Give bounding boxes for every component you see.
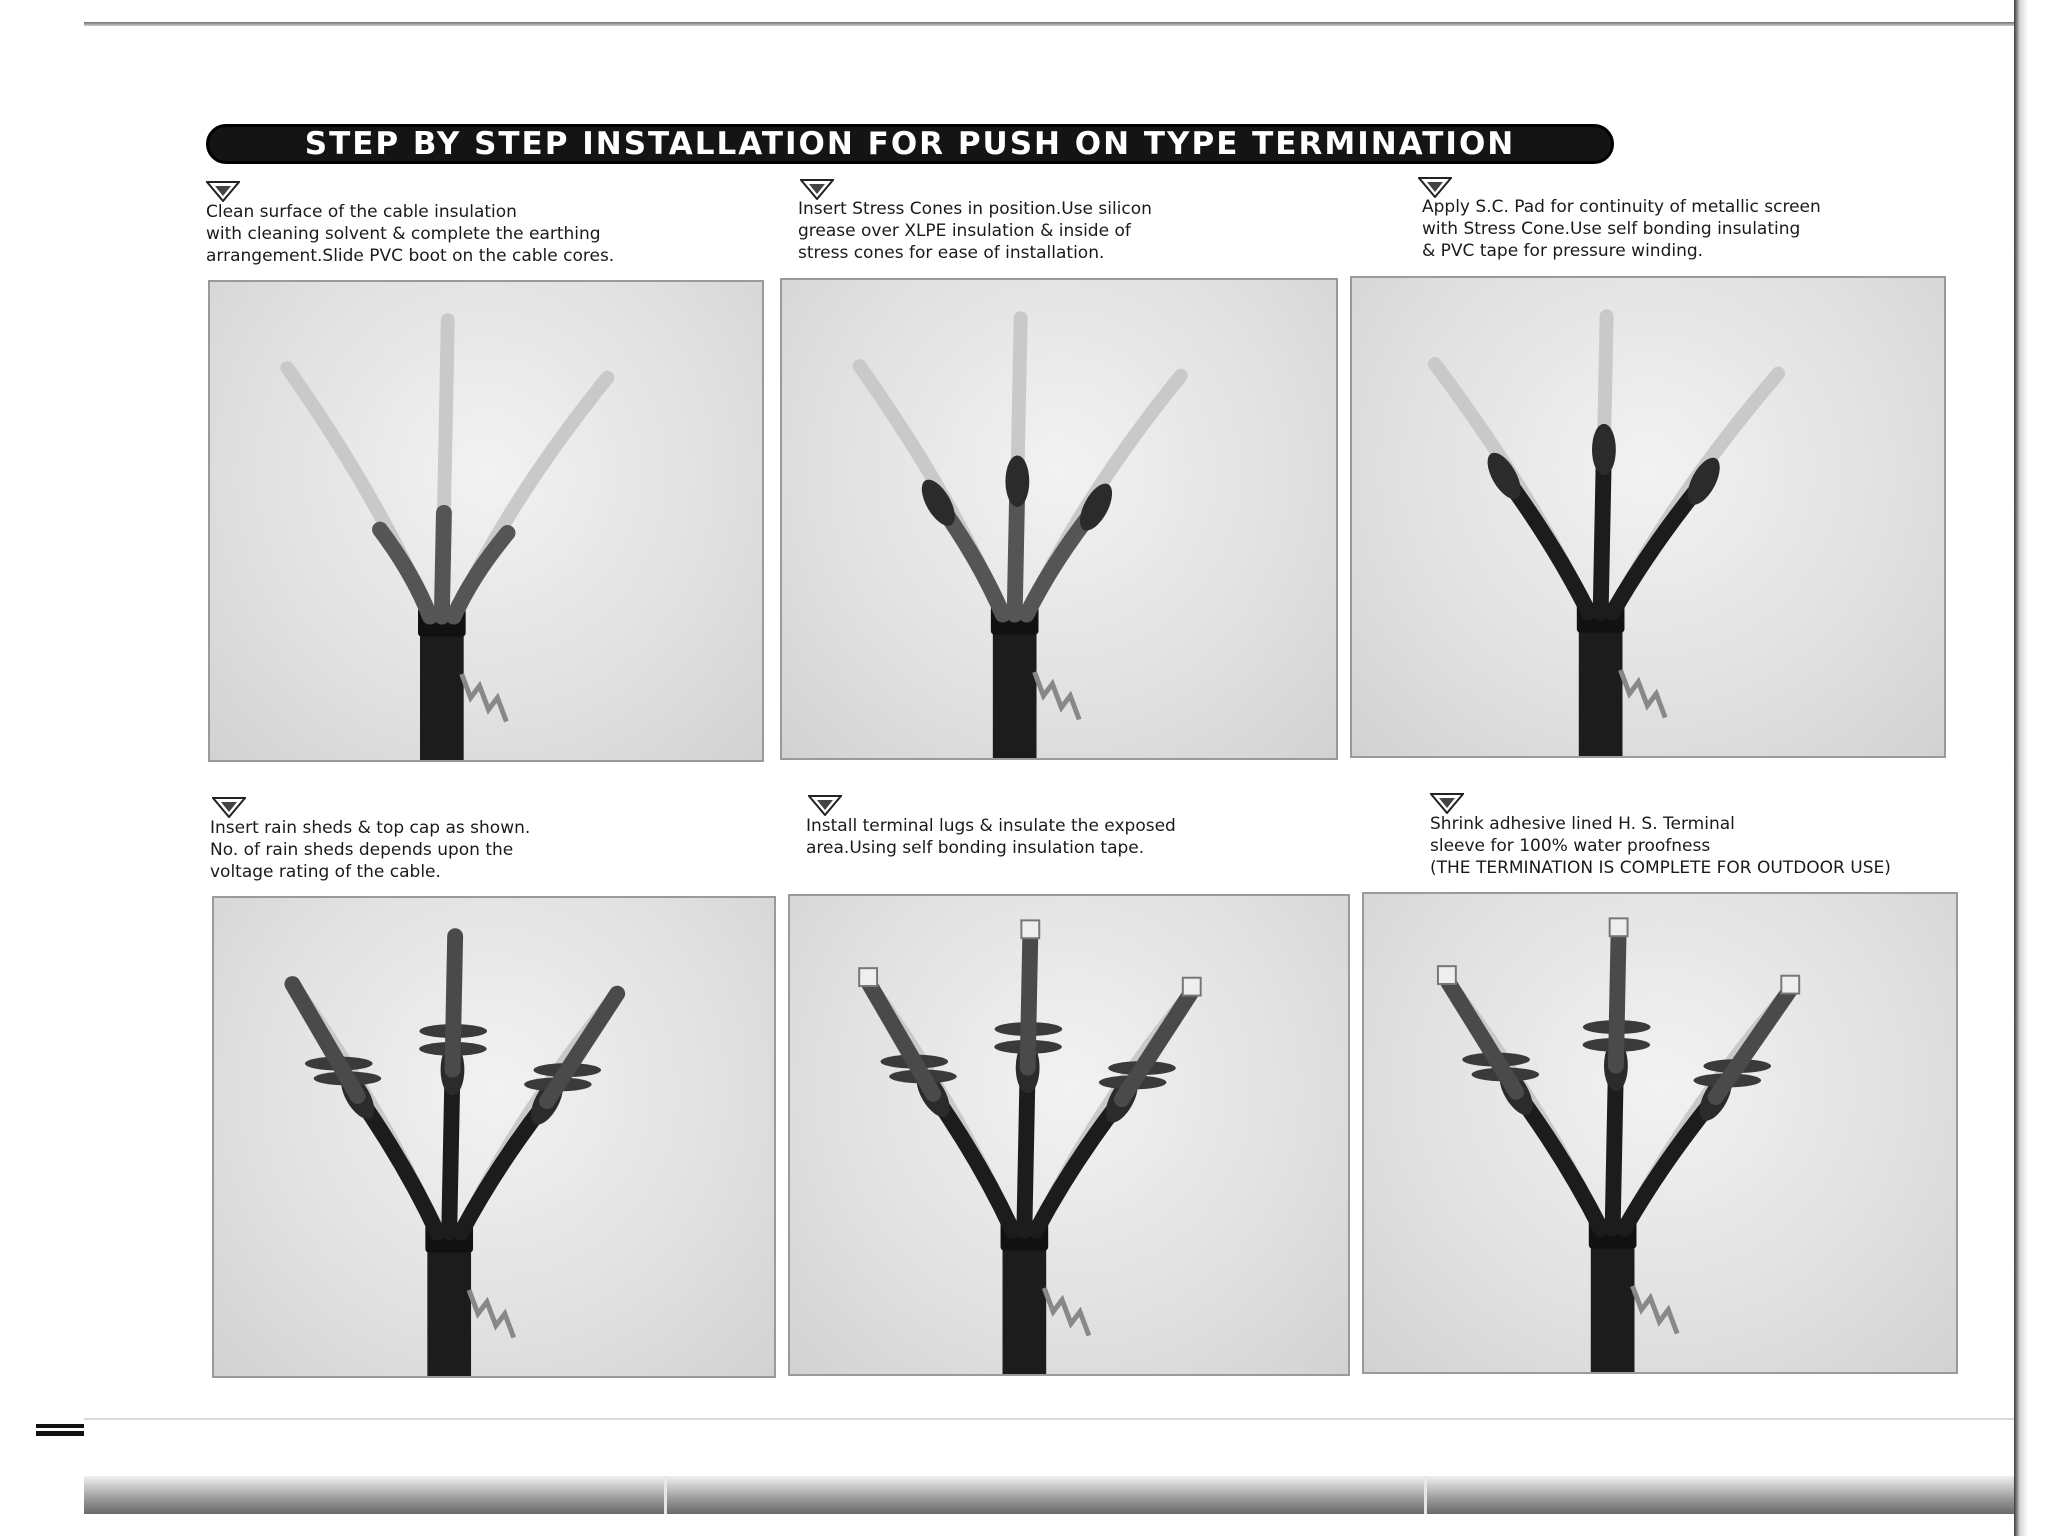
step-3-photo [1350, 276, 1946, 758]
bottom-scan-band [84, 1476, 2014, 1514]
step-1-instructions [206, 201, 614, 267]
title-banner [206, 124, 1614, 164]
step-2-photo [780, 278, 1338, 760]
triangle-arrow-icon [212, 796, 246, 818]
step-1-photo [208, 280, 764, 762]
step-5-photo [788, 894, 1350, 1376]
step-2-line-2: grease over XLPE insulation & inside of [798, 221, 1131, 241]
step-5-line-1: Install terminal lugs & insulate the exposed [806, 816, 1176, 836]
terminal-lug [1438, 966, 1456, 984]
terminal-sleeve [1028, 934, 1031, 1067]
terminal-lug [1610, 918, 1628, 936]
screened-core [454, 533, 508, 617]
page-binding-edge [2014, 0, 2048, 1536]
step-3-line-1: Apply S.C. Pad for continuity of metallic screen [1422, 197, 1821, 217]
step-6-line-1: Shrink adhesive lined H. S. Terminal [1430, 814, 1735, 834]
cable-illustration [1364, 894, 1956, 1372]
terminal-lug [1021, 920, 1039, 938]
cable-assembly [1438, 918, 1799, 1372]
step-3-line-2: with Stress Cone.Use self bonding insulating [1422, 219, 1801, 239]
cable-body [427, 1242, 471, 1376]
step-6-photo [1362, 892, 1958, 1374]
earthing-braid [1633, 1286, 1678, 1334]
cable-body [993, 624, 1037, 758]
cable-body [420, 626, 464, 760]
terminal-lug [1781, 976, 1799, 994]
triangle-arrow-icon [1418, 176, 1452, 198]
terminal-lug [859, 968, 877, 986]
terminal-sleeve [452, 936, 455, 1069]
step-6-line-3: (THE TERMINATION IS COMPLETE FOR OUTDOOR USE) [1430, 858, 1891, 878]
stress-cone [1592, 424, 1616, 476]
cable-assembly [292, 936, 617, 1376]
stress-cone [1005, 455, 1029, 507]
cable-assembly [1435, 316, 1778, 756]
margin-mark [36, 1424, 84, 1436]
earthing-braid [469, 1290, 514, 1338]
cable-body [1003, 1240, 1047, 1374]
step-5-line-2: area.Using self bonding insulation tape. [806, 838, 1145, 858]
earthing-braid [1044, 1288, 1089, 1336]
cable-illustration [214, 898, 774, 1376]
step-4-line-3: voltage rating of the cable. [210, 862, 441, 882]
step-1-line-3: arrangement.Slide PVC boot on the cable cores. [206, 246, 615, 266]
step-3-line-3: & PVC tape for pressure winding. [1422, 241, 1704, 261]
earthing-braid [1035, 672, 1080, 720]
triangle-arrow-icon [800, 178, 834, 200]
step-1-line-1: Clean surface of the cable insulation [206, 202, 517, 222]
page-top-rule [84, 22, 2014, 26]
earthing-braid [1621, 670, 1666, 718]
step-4-line-2: No. of rain sheds depends upon the [210, 840, 514, 860]
step-6-instructions [1430, 813, 1891, 879]
bottom-rule [84, 1418, 2014, 1420]
triangle-arrow-icon [808, 794, 842, 816]
band-divider [664, 1476, 667, 1514]
cable-body [1591, 1238, 1635, 1372]
step-2-line-3: stress cones for ease of installation. [798, 243, 1105, 263]
cable-illustration [790, 896, 1348, 1374]
screened-core [380, 530, 430, 617]
cable-assembly [287, 320, 607, 760]
triangle-arrow-icon [1430, 792, 1464, 814]
terminal-lug [1183, 978, 1201, 996]
cable-body [1579, 622, 1623, 756]
triangle-arrow-icon [206, 180, 240, 202]
step-1-line-2: with cleaning solvent & complete the earthing [206, 224, 601, 244]
page-title: STEP BY STEP INSTALLATION FOR PUSH ON TYPE TERMINATION [304, 126, 1516, 162]
step-3-instructions [1422, 196, 1821, 262]
cable-illustration [1352, 278, 1944, 756]
earthing-braid [462, 674, 507, 722]
step-2-instructions [798, 198, 1152, 264]
cable-assembly [860, 318, 1181, 758]
step-2-line-1: Insert Stress Cones in position.Use silicon [798, 199, 1152, 219]
step-4-instructions [210, 817, 530, 883]
cable-illustration [782, 280, 1336, 758]
step-4-line-1: Insert rain sheds & top cap as shown. [210, 818, 531, 838]
step-6-line-2: sleeve for 100% water proofness [1430, 836, 1711, 856]
cable-assembly [859, 920, 1201, 1374]
step-4-photo [212, 896, 776, 1378]
cable-illustration [210, 282, 762, 760]
screened-core [442, 513, 444, 617]
band-divider [1424, 1476, 1427, 1514]
terminal-sleeve [1616, 932, 1619, 1065]
step-5-instructions [806, 815, 1176, 859]
